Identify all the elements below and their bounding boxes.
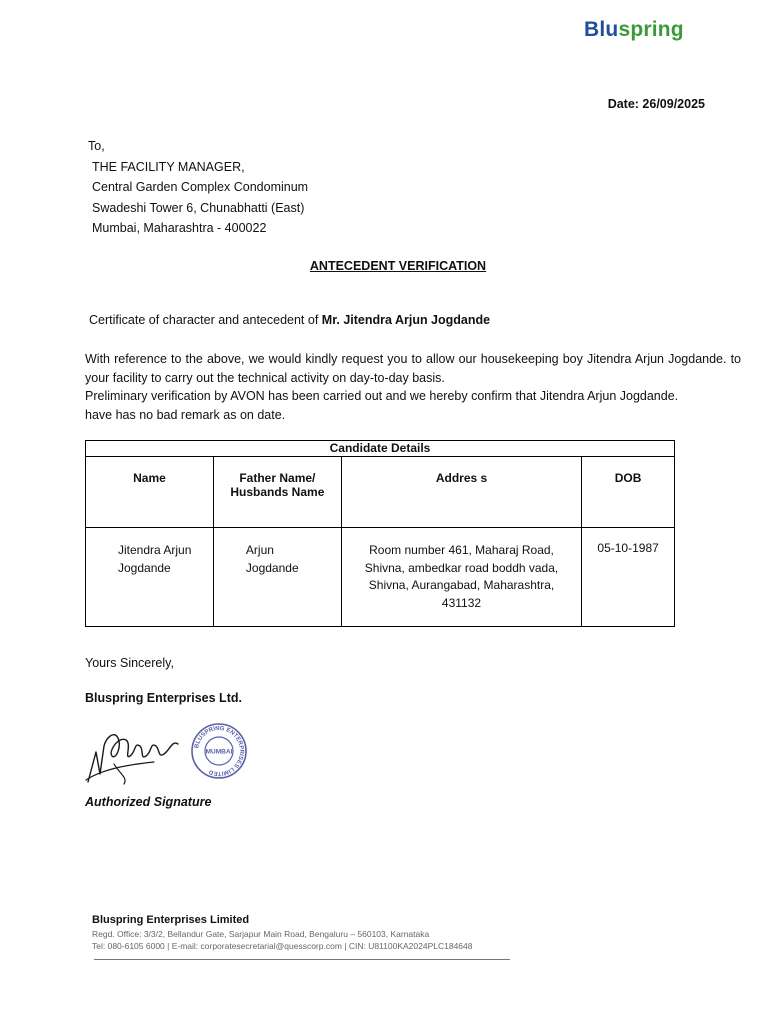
certificate-prefix: Certificate of character and antecedent of <box>89 313 322 327</box>
authorized-signature-label: Authorized Signature <box>85 795 212 809</box>
footer-company-name: Bluspring Enterprises Limited <box>92 914 250 926</box>
header-address: Addres s <box>341 457 581 528</box>
handwritten-signature <box>84 716 184 786</box>
stamp-ring-text: BLUSPRING ENTERPRISES LIMITED <box>194 725 245 777</box>
candidate-name-bold: Mr. Jitendra Arjun Jogdande <box>321 313 491 327</box>
cell-dob: 05-10-1987 <box>582 528 675 627</box>
company-stamp-seal <box>190 722 248 780</box>
logo-text-blu: Blu <box>584 18 619 41</box>
cell-address: Room number 461, Maharaj Road, Shivna, ambedkar road boddh vada, Shivna, Aurangabad, Maharashtra, 431132 <box>341 528 581 627</box>
address-line: Mumbai, Maharashtra - 400022 <box>92 221 267 235</box>
letter-date: Date: 26/09/2025 <box>607 97 705 111</box>
address-line: Central Garden Complex Condominum <box>92 180 309 194</box>
cell-name: Jitendra Arjun Jogdande <box>86 528 214 627</box>
stamp-center-text: MUMBAI <box>205 748 233 756</box>
footer-divider <box>94 959 510 960</box>
letter-body <box>85 350 741 424</box>
address-to: To, <box>88 139 105 153</box>
closing-salutation: Yours Sincerely, <box>85 656 174 670</box>
logo-text-spring: spring <box>618 18 684 41</box>
table-caption: Candidate Details <box>86 441 675 457</box>
table-row <box>86 528 675 627</box>
footer-contact: Tel: 080-6105 6000 | E-mail: corporatesecretarial@quesscorp.com | CIN: U81100KA2024PLC184648 <box>92 941 473 951</box>
footer-registered-office: Regd. Office: 3/3/2, Bellandur Gate, Sarjapur Main Road, Bengaluru – 560103, Karnataka <box>92 929 430 939</box>
header-father-name: Father Name/ Husbands Name <box>213 457 341 528</box>
recipient-address <box>88 136 308 239</box>
closing-company: Bluspring Enterprises Ltd. <box>85 691 242 705</box>
header-name: Name <box>86 457 214 528</box>
company-logo <box>584 18 684 42</box>
body-paragraph: Preliminary verification by AVON has been carried out and we hereby confirm that Jitendra Arjun Jogdande. <box>85 389 679 403</box>
certificate-line <box>89 313 490 327</box>
letter-subject: ANTECEDENT VERIFICATION <box>309 259 487 273</box>
header-dob: DOB <box>582 457 675 528</box>
body-paragraph: With reference to the above, we would kindly request you to allow our housekeeping boy Jitendra Arjun Jogdande. to your facility to carry out the technical activity on day-to-day basis. <box>85 352 741 385</box>
cell-father-name: Arjun Jogdande <box>213 528 341 627</box>
address-line: THE FACILITY MANAGER, <box>92 159 245 174</box>
candidate-details-table <box>85 440 675 627</box>
address-line: Swadeshi Tower 6, Chunabhatti (East) <box>92 200 305 215</box>
body-paragraph: have has no bad remark as on date. <box>85 407 286 422</box>
